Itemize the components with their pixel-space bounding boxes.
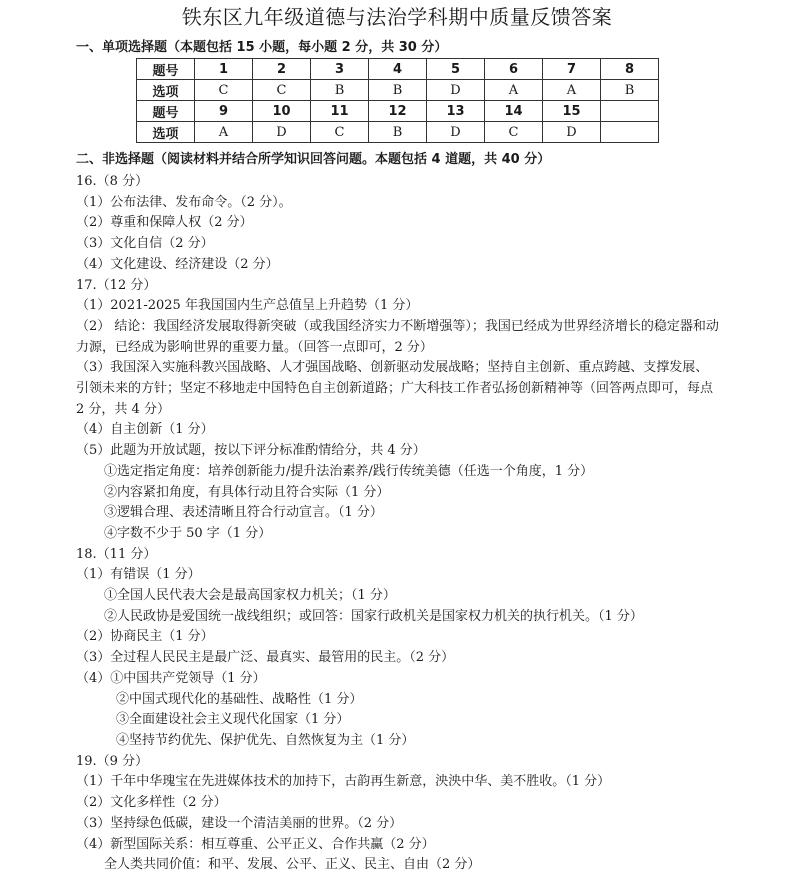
scoring-criterion: ④字数不少于 50 字（1 分） [104,525,272,541]
scoring-criterion: ③逻辑合理、表述清晰且符合行动宣言。（1 分） [104,505,383,521]
question-heading: 16.（8 分） [76,174,149,189]
question-number: 1 [195,59,253,80]
answer-option: B [601,80,659,101]
answer-line: （4）文化建设、经济建设（2 分） [76,256,279,272]
answer-option: D [427,80,485,101]
question-number: 5 [427,59,485,80]
page-title: 铁东区九年级道德与法治学科期中质量反馈答案 [181,5,613,29]
answer-option: C [253,80,311,101]
question-number: 9 [195,101,253,122]
answer-line: （3）全过程人民民主是最广泛、最真实、最管用的民主。（2 分） [76,650,455,666]
answer-option: C [195,80,253,101]
answer-option: B [369,80,427,101]
question-heading: 19.（9 分） [76,753,149,769]
answer-line: （1）有错误（1 分） [76,567,201,583]
answer-option: A [543,80,601,101]
answer-line: （5）此题为开放试题，按以下评分标准酌情给分，共 4 分） [76,443,426,459]
answer-line: （3）文化自信（2 分） [76,236,214,252]
answer-option: D [253,122,311,143]
answer-subpoint: ②中国式现代化的基础性、战略性（1 分） [116,691,363,707]
answer-line: （1）2021-2025 年我国国内生产总值呈上升趋势（1 分） [76,298,419,314]
question-number: 11 [311,101,369,122]
answer-line: （4）新型国际关系：相互尊重、公平正义、合作共赢（2 分） [76,836,435,852]
answer-option: B [369,122,427,143]
row-label-answer: 选项 [137,122,195,143]
question-heading: 18.（11 分） [76,546,157,562]
answer-option: D [543,122,601,143]
answer-option: A [485,80,543,101]
answer-body [76,172,720,876]
answer-option: D [427,122,485,143]
question-number: 10 [253,101,311,122]
answer-line: （2）尊重和保障人权（2 分） [76,215,253,231]
question-number: 8 [601,59,659,80]
answer-line: （1）公布法律、发布命令。（2 分）。 [76,194,292,210]
question-number: 7 [543,59,601,80]
question-number: 15 [543,101,601,122]
row-label-number: 题号 [137,101,195,122]
answer-line: （3）坚持绿色低碳，建设一个清洁美丽的世界。（2 分） [76,815,403,831]
answer-option: C [485,122,543,143]
answer-paragraph: （2） 结论：我国经济发展取得新突破（或我国经济实力不断增强等）；我国已经成为世界经济增长的稳定器和动力源，已经成为影响世界的重要力量。（回答一点即可，2 分） [76,318,719,355]
answer-option: A [195,122,253,143]
answer-subpoint: 全人类共同价值：和平、发展、公平、正义、民主、自由（2 分） [104,857,481,873]
answer-line: （2）文化多样性（2 分） [76,795,227,811]
question-number: 3 [311,59,369,80]
table-row [137,122,659,143]
answer-line: （4）自主创新（1 分） [76,422,214,438]
scoring-criterion: ①选定指定角度：培养创新能力/提升法治素养/践行传统美德（任选一个角度，1 分） [104,463,594,479]
question-number [601,101,659,122]
question-number: 6 [485,59,543,80]
question-heading: 17.（12 分） [76,277,157,293]
section-2-heading: 二、非选择题（阅读材料并结合所学知识回答问题。本题包括 4 道题，共 40 分） [76,152,551,167]
answer-line: （1）千年中华瑰宝在先进媒体技术的加持下，古韵再生新意，泱泱中华、美不胜收。（1 分） [76,774,611,790]
table-row [137,101,659,122]
answer-option: B [311,80,369,101]
scoring-criterion: ②内容紧扣角度，有具体行动且符合实际（1 分） [104,484,390,500]
table-row [137,59,659,80]
question-number: 4 [369,59,427,80]
row-label-answer: 选项 [137,80,195,101]
answer-subpoint: ①全国人民代表大会是最高国家权力机关；（1 分） [104,588,396,604]
answer-subpoint: ②人民政协是爱国统一战线组织；或回答：国家行政机关是国家权力机关的执行机关。（1 分） [104,608,643,624]
answer-option: C [311,122,369,143]
answer-table [136,58,659,143]
answer-subpoint: ④坚持节约优先、保护优先、自然恢复为主（1 分） [116,732,415,748]
question-number: 2 [253,59,311,80]
answer-paragraph: （3）我国深入实施科教兴国战略、人才强国战略、创新驱动发展战略；坚持自主创新、重点跨越、支撑发展、引领未来的方针；坚定不移地走中国特色自主创新道路；广大科技工作者弘扬创新精神等（回答两点即可，每点 2 分，共 4 分） [76,360,714,417]
question-number: 14 [485,101,543,122]
question-number: 12 [369,101,427,122]
answer-line: （4）①中国共产党领导（1 分） [76,670,266,686]
table-row [137,80,659,101]
section-1-heading: 一、单项选择题（本题包括 15 小题，每小题 2 分，共 30 分） [76,40,448,55]
answer-option [601,122,659,143]
row-label-number: 题号 [137,59,195,80]
answer-line: （2）协商民主（1 分） [76,629,214,645]
question-number: 13 [427,101,485,122]
answer-subpoint: ③全面建设社会主义现代化国家（1 分） [116,712,350,728]
